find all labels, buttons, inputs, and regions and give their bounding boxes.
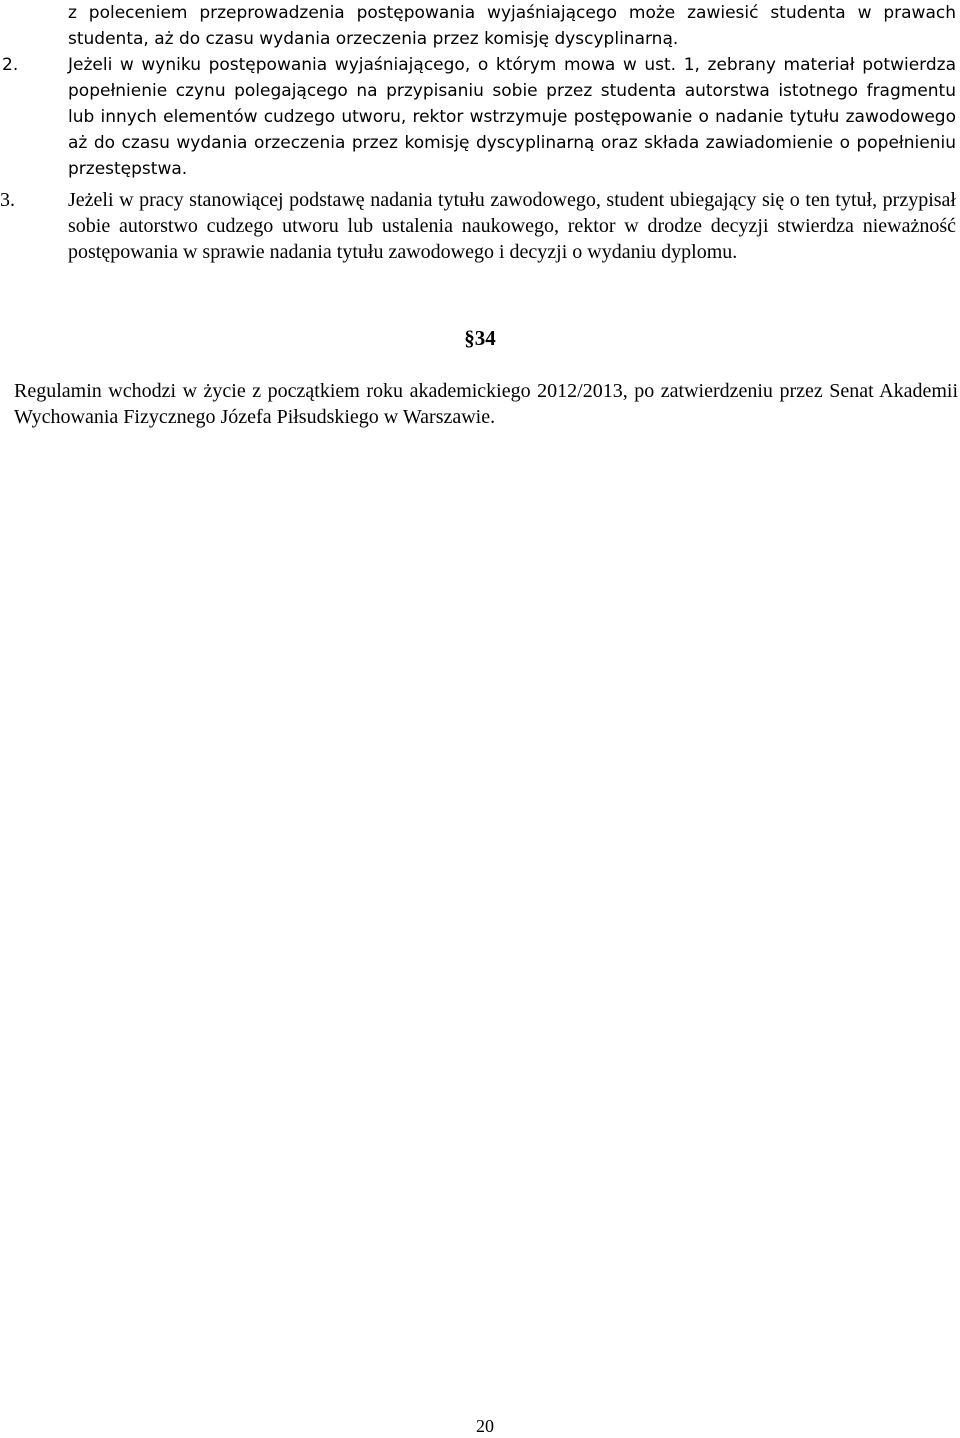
continuation-paragraph: z poleceniem przeprowadzenia postępowania wyjaśniającego może zawiesić studenta w prawach studenta, aż do czasu wydania orzeczenia przez komisję dyscyplinarną. xyxy=(68,3,956,49)
list-item-text: Jeżeli w wyniku postępowania wyjaśniającego, o którym mowa w ust. 1, zebrany materiał potwierdza popełnienie czynu polegającego na przypisaniu sobie przez studenta autorstwa istotnego fragmentu lub innych elementów cudzego utworu, rektor wstrzymuje postępowanie o nadanie tytułu zawodowego aż do czasu wydania orzeczenia przez komisję dyscyplinarną oraz składa zawiadomienie o popełnieniu przestępstwa. xyxy=(68,55,956,179)
list-item-text: Jeżeli w pracy stanowiącej podstawę nadania tytułu zawodowego, student ubiegający się o ten tytuł, przypisał sobie autorstwo cudzego utworu lub ustalenia naukowego, rektor w drodze decyzji stwierdza nieważność postępowania w sprawie nadania tytułu zawodowego i decyzji o wydaniu dyplomu. xyxy=(68,189,956,263)
list-item-number: 2. xyxy=(2,55,19,75)
section-heading: §34 xyxy=(464,326,496,350)
final-provision-paragraph: Regulamin wchodzi w życie z początkiem roku akademickiego 2012/2013, po zatwierdzeniu przez Senat Akademii Wychowania Fizycznego Józefa Piłsudskiego w Warszawie. xyxy=(14,380,958,428)
page-number: 20 xyxy=(476,1416,494,1436)
list-item-number: 3. xyxy=(0,189,15,211)
